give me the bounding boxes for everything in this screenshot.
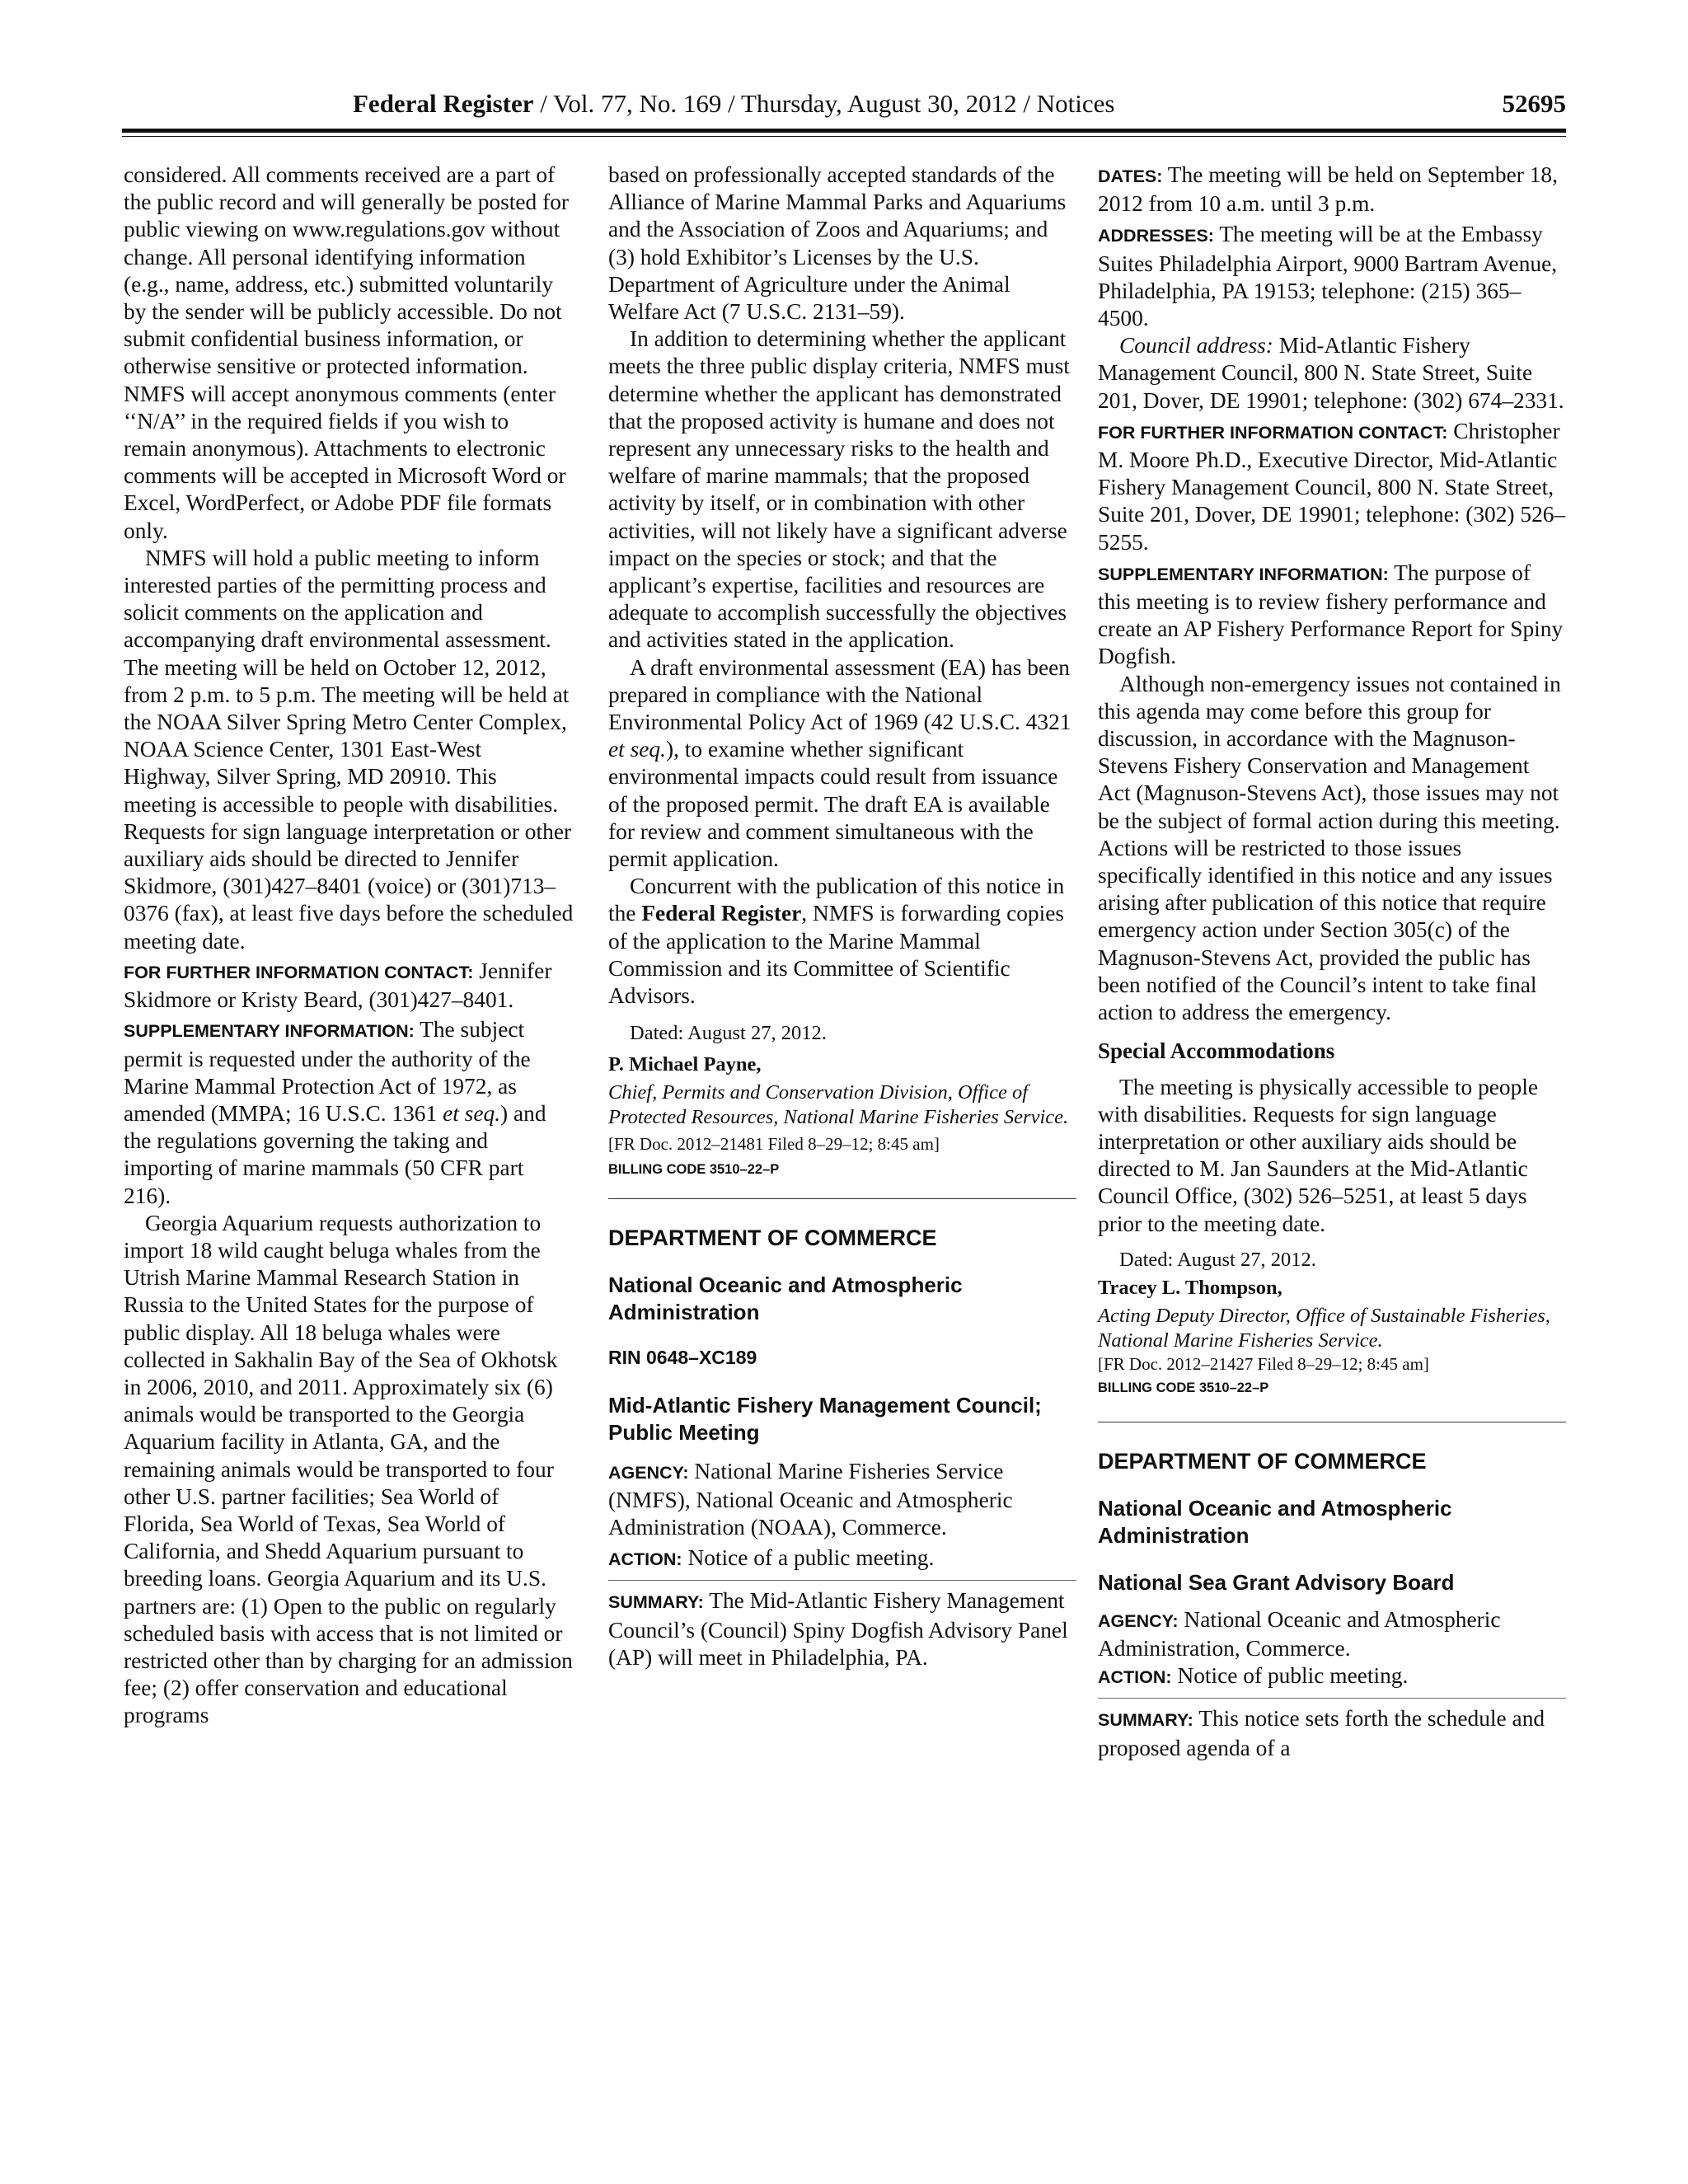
dated-line: Dated: August 27, 2012. [630, 1022, 827, 1045]
agency-heading: National Oceanic and Atmospheric Administration [608, 1272, 963, 1325]
supplementary-section [124, 1016, 574, 1209]
supplementary-section [1098, 560, 1566, 671]
contact-section [1098, 418, 1566, 556]
action-section [608, 1544, 1076, 1573]
bold-text: Federal Register [641, 901, 802, 926]
fr-doc-line: [FR Doc. 2012–21427 Filed 8–29–12; 8:45 am] [1098, 1353, 1429, 1374]
billing-code: BILLING CODE 3510–22–P [1098, 1380, 1269, 1395]
column-2 [608, 162, 1076, 1671]
paragraph: NMFS will hold a public meeting to inform interested parties of the permitting process and solicit comments on the application and accompanying draft environmental assessment. The meeting will be held on October 12, 2012, from 2 p.m. to 5 p.m. The meeting will be held at the NOAA Silver Spring Metro Center Complex, NOAA Science Center, 1301 East-West Highway, Silver Spring, MD 20910. This meeting is accessible to people with disabilities. Requests for sign language interpretation or other auxiliary aids should be directed to Jennifer Skidmore, (301)427–8401 (voice) or (301)713–0376 (fax), at least five days before the scheduled meeting date. [124, 545, 574, 954]
section-text: National Oceanic and Atmospheric Administration, Commerce. [1098, 1606, 1501, 1661]
section-divider [608, 1198, 1076, 1199]
paragraph: In addition to determining whether the applicant meets the three public display criteria, NMFS must determine whether the applicant has demonstrated that the proposed activity is humane and does not represent any unnecessary risks to the health and welfare of marine mammals; that the proposed activity by itself, or in combination with other activities, will not likely have a significant adverse impact on the species or stock; and that the applicant’s expertise, facilities and resources are adequate to accomplish successfully the objectives and activities stated in the application. [608, 326, 1070, 653]
paragraph: Georgia Aquarium requests authorization to import 18 wild caught beluga whales from the Utrish Marine Mammal Research Station in Russia to the United States for the purpose of public display. All 18 beluga whales were collected in Sakhalin Bay of the Sea of Okhotsk in 2006, 2010, and 2011. Approximately six (6) animals would be transported to the Georgia Aquarium facility in Atlanta, GA, and the remaining animals would be transported to four other U.S. partner facilities; Sea World of Florida, Sea World of Texas, Sea World of California, and Shedd Aquarium pursuant to breeding loans. Georgia Aquarium and its U.S. partners are: (1) Open to the public on regularly scheduled basis with access that is not limited or restricted other than by charging for an admission fee; (2) offer conservation and educational programs [124, 1210, 573, 1728]
section-label: SUMMARY: [608, 1592, 704, 1613]
subject-heading: National Sea Grant Advisory Board [1098, 1569, 1455, 1595]
summary-section [1098, 1705, 1566, 1761]
paragraph-text: The subject permit is requested under the authority of the Marine Mammal Protection Act of 1972, as amended (MMPA; 16 U.S.C. 1361 [124, 1017, 531, 1126]
section-label: SUPPLEMENTARY INFORMATION: [124, 1021, 415, 1042]
fr-doc-line: [FR Doc. 2012–21481 Filed 8–29–12; 8:45 am] [608, 1134, 940, 1155]
section-label: DATES: [1098, 166, 1163, 186]
paragraph: Although non-emergency issues not contained in this agenda may come before this group for discussion, in accordance with the Magnuson-Stevens Fishery Conservation and Management Act (Magnuson-Stevens Act), those issues may not be the subject of formal action during this meeting. Actions will be restricted to those issues specifically identified in this notice and any issues arising after publication of this notice that require emergency action under Section 305(c) of the Magnuson-Stevens Act, provided the public has been notified of the Council’s intent to take final action to address the emergency. [1098, 671, 1561, 1025]
paragraph [608, 654, 1076, 874]
header-rule-thick [122, 129, 1566, 133]
paragraph-text: Concurrent with the publication of this notice in the [608, 874, 1065, 926]
department-heading: DEPARTMENT OF COMMERCE [1098, 1448, 1427, 1474]
agency-heading: National Oceanic and Atmospheric Administration [1098, 1495, 1452, 1548]
section-text: The meeting will be held on September 18, 2012 from 10 a.m. until 3 p.m. [1098, 162, 1558, 217]
summary-section [608, 1587, 1076, 1671]
signer-title: Acting Deputy Director, Office of Sustainable Fisheries, National Marine Fisheries Service. [1098, 1304, 1550, 1352]
italic-label: Council address: [1119, 333, 1273, 359]
paragraph-text: ) and the regulations governing the taking and importing of marine mammals (50 CFR part 216). [124, 1100, 546, 1208]
addresses-section [1098, 221, 1566, 332]
signer-name: P. Michael Payne, [608, 1053, 762, 1076]
section-label: SUMMARY: [1098, 1710, 1193, 1731]
paragraph [608, 873, 1076, 1010]
section-label: ACTION: [1098, 1667, 1172, 1688]
section-label: FOR FURTHER INFORMATION CONTACT: [124, 962, 474, 982]
rin-line: RIN 0648–XC189 [608, 1347, 757, 1369]
paragraph-text: A draft environmental assessment (EA) has been prepared in compliance with the National Environmental Policy Act of 1969 (42 U.S.C. 4321 [608, 654, 1071, 735]
issue-info: / Vol. 77, No. 169 / Thursday, August 30, 2012 / Notices [533, 89, 1115, 118]
council-address [1098, 332, 1566, 415]
header-rule-thin [122, 136, 1566, 137]
section-text: Notice of public meeting. [1177, 1663, 1409, 1689]
section-text: This notice sets forth the schedule and proposed agenda of a [1098, 1706, 1545, 1760]
page-number: 52695 [1502, 89, 1566, 118]
publication-title: Federal Register [353, 89, 534, 118]
special-accommodations-heading: Special Accommodations [1098, 1038, 1335, 1064]
section-label: AGENCY: [608, 1462, 689, 1483]
section-divider [608, 1580, 1076, 1581]
dated-line: Dated: August 27, 2012. [1119, 1248, 1316, 1271]
section-label: AGENCY: [1098, 1610, 1179, 1631]
signer-name: Tracey L. Thompson, [1098, 1276, 1282, 1299]
section-label: FOR FURTHER INFORMATION CONTACT: [1098, 422, 1448, 443]
dates-section [1098, 162, 1566, 218]
section-text: Mid-Atlantic Fishery Management Council, 800 N. State Street, Suite 201, Dover, DE 19901; telephone: (302) 674–2331. [1098, 333, 1564, 413]
paragraph-text: ), to examine whether significant environmental impacts could result from issuance of the proposed permit. The draft EA is available for review and comment simultaneous with the permit application. [608, 737, 1058, 872]
paragraph-text: , NMFS is forwarding copies of the application to the Marine Mammal Commission and its Committee of Scientific Advisors. [608, 901, 1065, 1009]
section-text: National Marine Fisheries Service (NMFS), National Oceanic and Atmospheric Administration (NOAA), Commerce. [608, 1458, 1013, 1540]
agency-section [1098, 1606, 1566, 1662]
page-header [122, 89, 1566, 125]
italic-text: et seq. [443, 1100, 501, 1126]
paragraph: considered. All comments received are a part of the public record and will generally be posted for public viewing on www.regulations.gov without change. All personal identifying information (e.g., name, address, etc.) submitted voluntarily by the sender will be publicly accessible. Do not submit confidential business information, or otherwise sensitive or protected information. NMFS will accept anonymous comments (enter ‘‘N/A’’ in the required fields if you wish to remain anonymous). Attachments to electronic comments will be accepted in Microsoft Word or Excel, WordPerfect, or Adobe PDF file formats only. [124, 162, 570, 543]
department-heading: DEPARTMENT OF COMMERCE [608, 1226, 937, 1251]
section-text: The Mid-Atlantic Fishery Management Council’s (Council) Spiny Dogfish Advisory Panel (AP) will meet in Philadelphia, PA. [608, 1588, 1068, 1670]
column-3 [1098, 162, 1566, 1762]
action-section [1098, 1662, 1566, 1691]
paragraph: based on professionally accepted standards of the Alliance of Marine Mammal Parks and Aquariums and the Association of Zoos and Aquariums; and (3) hold Exhibitor’s Licenses by the U.S. Department of Agriculture under the Animal Welfare Act (7 U.S.C. 2131–59). [608, 162, 1067, 325]
section-label: SUPPLEMENTARY INFORMATION: [1098, 564, 1389, 584]
contact-text: Christopher M. Moore Ph.D., Executive Director, Mid-Atlantic Fishery Management Council, 800 N. State Street, Suite 201, Dover, DE 19901; telephone: (302) 526–5255. [1098, 418, 1566, 555]
section-text: Notice of a public meeting. [687, 1545, 935, 1571]
billing-code: BILLING CODE 3510–22–P [608, 1162, 780, 1178]
section-label: ADDRESSES: [1098, 226, 1214, 246]
running-head [353, 89, 1114, 119]
contact-section [124, 958, 574, 1014]
contact-text: Jennifer Skidmore or Kristy Beard, (301)427–8401. [124, 958, 552, 1013]
section-divider [1098, 1698, 1566, 1699]
section-label: ACTION: [608, 1549, 682, 1570]
section-text: The meeting will be at the Embassy Suites Philadelphia Airport, 9000 Bartram Avenue, Philadelphia, PA 19153; telephone: (215) 365–4500. [1098, 222, 1558, 331]
italic-text: et seq. [608, 737, 666, 762]
column-1 [124, 162, 574, 1730]
signer-title: Chief, Permits and Conservation Division, Office of Protected Resources, National Marine Fisheries Service. [608, 1081, 1069, 1129]
paragraph: The meeting is physically accessible to people with disabilities. Requests for sign language interpretation or other auxiliary aids should be directed to M. Jan Saunders at the Mid-Atlantic Council Office, (302) 526–5251, at least 5 days prior to the meeting date. [1098, 1074, 1539, 1236]
agency-section [608, 1458, 1076, 1542]
subject-heading: Mid-Atlantic Fishery Management Council; Public Meeting [608, 1392, 1042, 1445]
section-text: The purpose of this meeting is to review fishery performance and create an AP Fishery Performance Report for Spiny Dogfish. [1098, 560, 1564, 669]
